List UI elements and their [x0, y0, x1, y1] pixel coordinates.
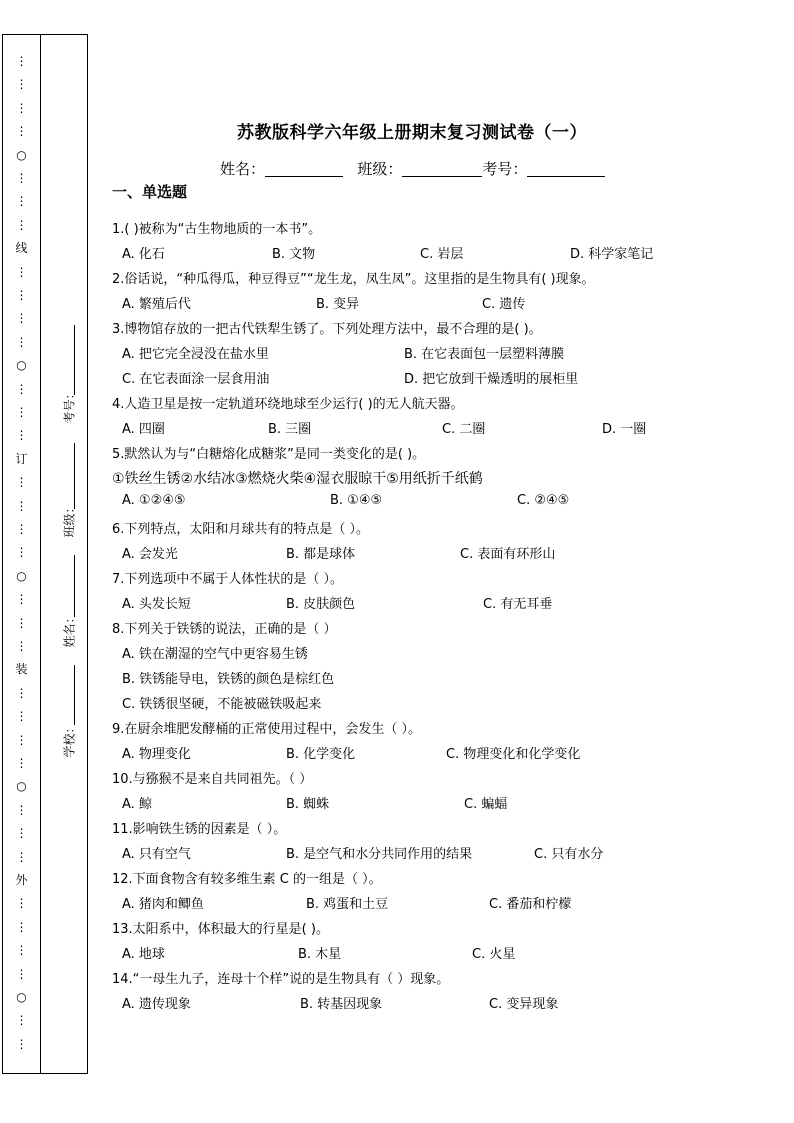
- answer-option[interactable]: B. 化学变化: [286, 747, 356, 762]
- question-stem: 8.下列关于铁锈的说法，正确的是（ ）: [112, 622, 337, 637]
- answer-option[interactable]: C. 岩层: [420, 247, 464, 262]
- seal-dots: ⋮: [15, 639, 28, 653]
- answer-option[interactable]: C. 物理变化和化学变化: [446, 747, 581, 762]
- seal-circle: ○: [16, 568, 27, 583]
- seal-character: 线: [15, 241, 28, 256]
- seal-dots: ⋮: [15, 849, 28, 864]
- class-blank[interactable]: [402, 162, 482, 177]
- seal-dots: ⋮: [15, 428, 28, 443]
- name-label: 姓名：: [220, 160, 266, 178]
- answer-option[interactable]: C. 铁锈很坚硬，不能被磁铁吸起来: [122, 697, 322, 712]
- seal-dots: ⋮: [15, 498, 28, 513]
- seal-dots: ⋮: [15, 709, 28, 724]
- student-info-column: [41, 35, 89, 1073]
- seal-character: 订: [15, 451, 28, 466]
- answer-option[interactable]: A. 化石: [122, 247, 165, 262]
- question-stem: 4.人造卫星是按一定轨道环绕地球至少运行( )的无人航天器。: [112, 397, 464, 412]
- answer-option[interactable]: A. 把它完全浸没在盐水里: [122, 347, 269, 362]
- exam-no-label: 考号：: [62, 387, 77, 424]
- seal-circle: ○: [16, 990, 27, 1004]
- answer-option[interactable]: B. 文物: [272, 247, 316, 262]
- question-stem: 9.在厨余堆肥发酵桶的正常使用过程中，会发生（ ）。: [112, 722, 422, 737]
- answer-option[interactable]: C. 二圈: [442, 422, 486, 437]
- seal-dots: ⋮: [15, 896, 28, 911]
- answer-option[interactable]: A. 只有空气: [122, 847, 191, 862]
- answer-option[interactable]: D. 把它放到干燥透明的展柜里: [404, 372, 579, 387]
- question-stem: 12.下面食物含有较多维生素 C 的一组是（ ）。: [112, 872, 382, 887]
- answer-option[interactable]: A. 铁在潮湿的空气中更容易生锈: [122, 647, 308, 662]
- seal-dots: ⋮: [15, 802, 28, 817]
- question-stem: 6.下列特点，太阳和月球共有的特点是（ ）。: [112, 522, 370, 537]
- seal-dots: ⋮: [15, 405, 28, 419]
- school-label: 学校：: [62, 721, 77, 758]
- answer-option[interactable]: B. 皮肤颜色: [286, 597, 356, 612]
- answer-option[interactable]: A. 四圈: [122, 422, 165, 437]
- answer-option[interactable]: C. ②④⑤: [517, 493, 570, 508]
- exam-no-blank[interactable]: [74, 325, 75, 395]
- seal-dots: ⋮: [15, 1036, 28, 1051]
- class-label: 班级：: [357, 160, 403, 178]
- seal-dots: ⋮: [15, 756, 28, 770]
- question-stem: 11.影响铁生锈的因素是（ ）。: [112, 822, 287, 837]
- answer-option[interactable]: C. 变异现象: [489, 997, 559, 1012]
- answer-option[interactable]: B. 在它表面包一层塑料薄膜: [404, 347, 565, 362]
- answer-option[interactable]: A. 繁殖后代: [122, 297, 191, 312]
- seal-dots: ⋮: [15, 732, 28, 747]
- answer-option[interactable]: B. 木星: [298, 947, 342, 962]
- seal-dots: ⋮: [15, 615, 28, 630]
- seal-dots: ⋮: [15, 381, 28, 396]
- answer-option[interactable]: A. 头发长短: [122, 597, 191, 612]
- answer-option[interactable]: D. 一圈: [602, 422, 647, 437]
- question-stem: 2.俗话说，“种瓜得瓜，种豆得豆”“龙生龙，凤生凤”。这里指的是生物具有( )现象。: [112, 272, 595, 287]
- seal-dots: ⋮: [15, 311, 28, 326]
- seal-character: 外: [15, 873, 28, 887]
- answer-option[interactable]: C. 表面有环形山: [460, 547, 556, 562]
- seal-dots: ⋮: [15, 685, 28, 700]
- seal-character: 装: [15, 662, 28, 677]
- answer-option[interactable]: C. 火星: [472, 947, 516, 962]
- seal-dots: ⋮: [15, 100, 28, 115]
- question-stem: 13.太阳系中，体积最大的行星是( )。: [112, 922, 329, 937]
- seal-dots: ⋮: [15, 264, 28, 279]
- seal-dots: ⋮: [15, 217, 28, 232]
- seal-circle: ○: [16, 779, 27, 794]
- answer-option[interactable]: B. 蜘蛛: [286, 797, 330, 812]
- name-blank[interactable]: [74, 555, 75, 617]
- binding-margin: [2, 34, 88, 1074]
- seal-dots: ⋮: [15, 966, 28, 981]
- answer-option[interactable]: B. 三圈: [268, 422, 312, 437]
- answer-option[interactable]: A. 地球: [122, 947, 165, 962]
- answer-option[interactable]: A. 遗传现象: [122, 997, 191, 1012]
- name-label: 姓名：: [62, 611, 77, 648]
- seal-circle: ○: [16, 358, 27, 373]
- seal-dots: ⋮: [15, 77, 28, 92]
- answer-option[interactable]: D. 科学家笔记: [570, 247, 654, 262]
- seal-dots: ⋮: [15, 475, 28, 490]
- seal-dots: ⋮: [15, 194, 28, 209]
- seal-dots: ⋮: [15, 1013, 28, 1028]
- name-blank[interactable]: [265, 162, 343, 177]
- answer-option[interactable]: A. 鲸: [122, 797, 152, 812]
- answer-option[interactable]: C. 只有水分: [534, 847, 604, 862]
- answer-option[interactable]: C. 有无耳垂: [483, 597, 553, 612]
- question-choices-list: ①铁丝生锈②水结冰③燃烧火柴④湿衣服晾干⑤用纸折千纸鹤: [112, 471, 483, 487]
- answer-option[interactable]: A. ①②④⑤: [122, 493, 186, 508]
- answer-option[interactable]: A. 物理变化: [122, 747, 191, 762]
- question-stem: 14.“一母生九子，连母十个样”说的是生物具有（ ）现象。: [112, 972, 450, 987]
- seal-dots: ⋮: [15, 522, 28, 536]
- question-stem: 1.( )被称为“古生物地质的一本书”。: [112, 222, 322, 237]
- exam-no-label: 考号：: [482, 160, 528, 178]
- seal-dots: ⋮: [15, 54, 28, 68]
- seal-dots: ⋮: [15, 171, 28, 185]
- answer-option[interactable]: B. 鸡蛋和土豆: [306, 897, 389, 912]
- answer-option[interactable]: B. 转基因现象: [300, 997, 383, 1012]
- seal-line-column: [3, 35, 40, 1073]
- answer-option[interactable]: B. 是空气和水分共同作用的结果: [286, 847, 473, 862]
- answer-option[interactable]: A. 猪肉和鲫鱼: [122, 897, 204, 912]
- school-blank[interactable]: [74, 665, 75, 725]
- class-blank[interactable]: [74, 443, 75, 509]
- exam-title: 苏教版科学六年级上册期末复习测试卷（一）: [237, 123, 587, 143]
- seal-circle: ○: [16, 147, 27, 162]
- seal-dots: ⋮: [15, 124, 28, 139]
- section-title: 一、单选题: [112, 183, 188, 201]
- question-stem: 10.与猕猴不是来自共同祖先。（ ）: [112, 772, 313, 787]
- seal-dots: ⋮: [15, 288, 28, 302]
- seal-dots: ⋮: [15, 826, 28, 841]
- answer-option[interactable]: B. 铁锈能导电，铁锈的颜色是棕红色: [122, 672, 335, 687]
- answer-option[interactable]: B. 都是球体: [286, 547, 356, 562]
- answer-option[interactable]: B. ①④⑤: [330, 493, 383, 508]
- answer-option[interactable]: A. 会发光: [122, 547, 178, 562]
- student-info-row: [220, 158, 605, 179]
- question-stem: 3.博物馆存放的一把古代铁犁生锈了。下列处理方法中，最不合理的是( )。: [112, 322, 542, 337]
- seal-dots: ⋮: [15, 943, 28, 958]
- seal-dots: ⋮: [15, 334, 28, 349]
- answer-option[interactable]: C. 在它表面涂一层食用油: [122, 372, 270, 387]
- answer-option[interactable]: C. 番茄和柠檬: [489, 897, 572, 912]
- seal-dots: ⋮: [15, 592, 28, 607]
- seal-dots: ⋮: [15, 919, 28, 934]
- question-stem: 7.下列选项中不属于人体性状的是（ ）。: [112, 572, 344, 587]
- question-stem: 5.默然认为与“白糖熔化成糖浆”是同一类变化的是( )。: [112, 447, 426, 462]
- exam-no-blank[interactable]: [527, 162, 605, 177]
- answer-option[interactable]: C. 蝙蝠: [464, 797, 508, 812]
- answer-option[interactable]: C. 遗传: [482, 297, 526, 312]
- seal-dots: ⋮: [15, 545, 28, 560]
- answer-option[interactable]: B. 变异: [316, 297, 360, 312]
- class-label: 班级：: [62, 501, 77, 538]
